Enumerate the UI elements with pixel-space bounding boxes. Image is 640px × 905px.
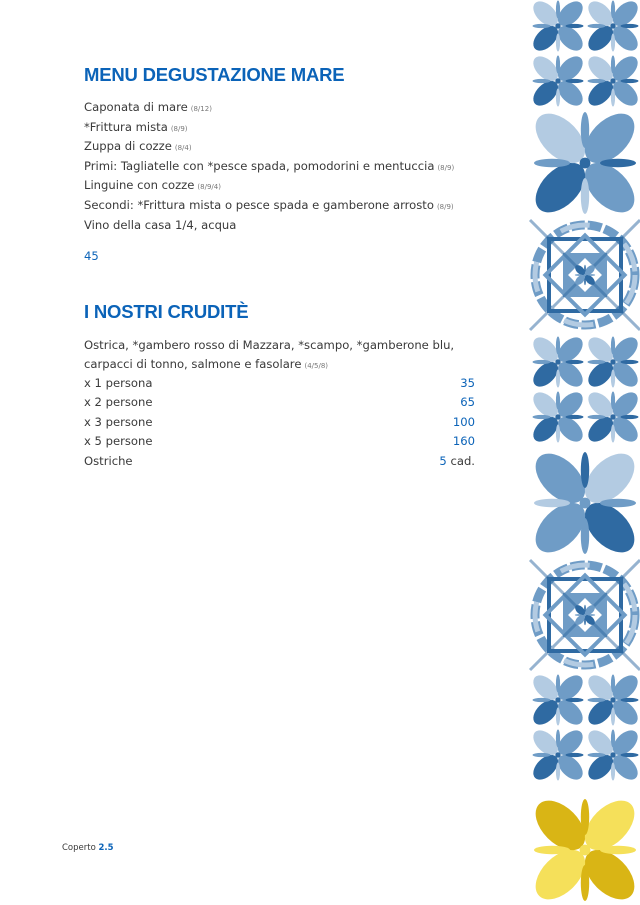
menu-item-text: Linguine con cozze (84, 178, 195, 193)
menu-item-text: Zuppa di cozze (84, 139, 172, 154)
flower-tile-icon (528, 104, 640, 221)
flower-tile-icon (528, 791, 640, 905)
flower-tile-icon (528, 444, 640, 561)
crudite-description-text: carpacci di tonno, salmone e fasolare (84, 357, 302, 371)
crudite-description-2 (84, 355, 328, 374)
allergens: (8/9) (170, 124, 188, 133)
menu-item (84, 118, 188, 137)
price-row-label: x 3 persone (84, 414, 153, 429)
price-value: 160 (452, 434, 475, 449)
menu-price: 45 (84, 249, 99, 263)
flower-tile-icon (529, 388, 588, 447)
price-row (84, 393, 475, 412)
menu-item (84, 176, 221, 195)
allergens: (8/9) (437, 163, 455, 172)
price-row-label: x 2 persone (84, 395, 153, 410)
price-row (84, 452, 475, 471)
menu-item-text: *Frittura mista (84, 119, 168, 134)
flower-tile-icon (573, 603, 596, 626)
flower-tile-icon (529, 333, 588, 392)
price-row (84, 413, 475, 432)
flower-tile-icon (584, 671, 640, 730)
menu-item (84, 157, 454, 176)
flower-tile-icon (529, 0, 588, 55)
crudite-title: I NOSTRI CRUDITÈ (84, 301, 249, 322)
flower-tile-icon (529, 726, 588, 785)
menu-title: MENU DEGUSTAZIONE MARE (84, 64, 345, 85)
allergens: (8/9) (436, 203, 454, 211)
flower-tile-icon (584, 726, 640, 785)
price-value: 65 (460, 395, 475, 410)
price-row-label: x 1 persona (84, 376, 153, 390)
flower-tile-icon (573, 263, 596, 286)
flower-tile-icon (584, 52, 640, 111)
cover-price: 2.5 (98, 843, 114, 853)
flower-tile-icon (529, 52, 588, 111)
menu-item (84, 137, 192, 156)
price-row (84, 432, 475, 451)
price-value: 35 (460, 376, 475, 390)
flower-tile-icon (584, 388, 640, 447)
menu-item (84, 98, 212, 117)
menu-item-text: Primi: Tagliatelle con *pesce spada, pomodorini e mentuccia (84, 158, 435, 173)
cover-charge (62, 843, 114, 853)
price-unit: cad. (446, 453, 475, 468)
flower-tile-icon (584, 333, 640, 392)
price-value: 5 (439, 453, 447, 468)
menu-item (84, 196, 454, 215)
menu-item-text: Vino della casa 1/4, acqua (84, 217, 237, 232)
price-value: 100 (452, 414, 475, 429)
allergens: (8/12) (190, 105, 212, 113)
price-row-label: Ostriche (84, 453, 133, 468)
price-row-label: x 5 persone (84, 434, 153, 449)
allergens: (8/4) (174, 144, 192, 153)
allergens: (4/5/8) (304, 362, 329, 370)
majolica-tile-border (528, 0, 640, 905)
price-row (84, 374, 475, 393)
flower-tile-icon (529, 671, 588, 730)
menu-item-text: Secondi: *Frittura mista o pesce spada e gamberone arrosto (84, 198, 434, 212)
menu-item (84, 216, 236, 235)
allergens: (8/9/4) (197, 183, 221, 192)
menu-item-text: Caponata di mare (84, 100, 188, 114)
flower-tile-icon (584, 0, 640, 55)
cover-label: Coperto (62, 843, 96, 853)
crudite-description: Ostrica, *gambero rosso di Mazzara, *scampo, *gamberone blu, (84, 338, 455, 352)
